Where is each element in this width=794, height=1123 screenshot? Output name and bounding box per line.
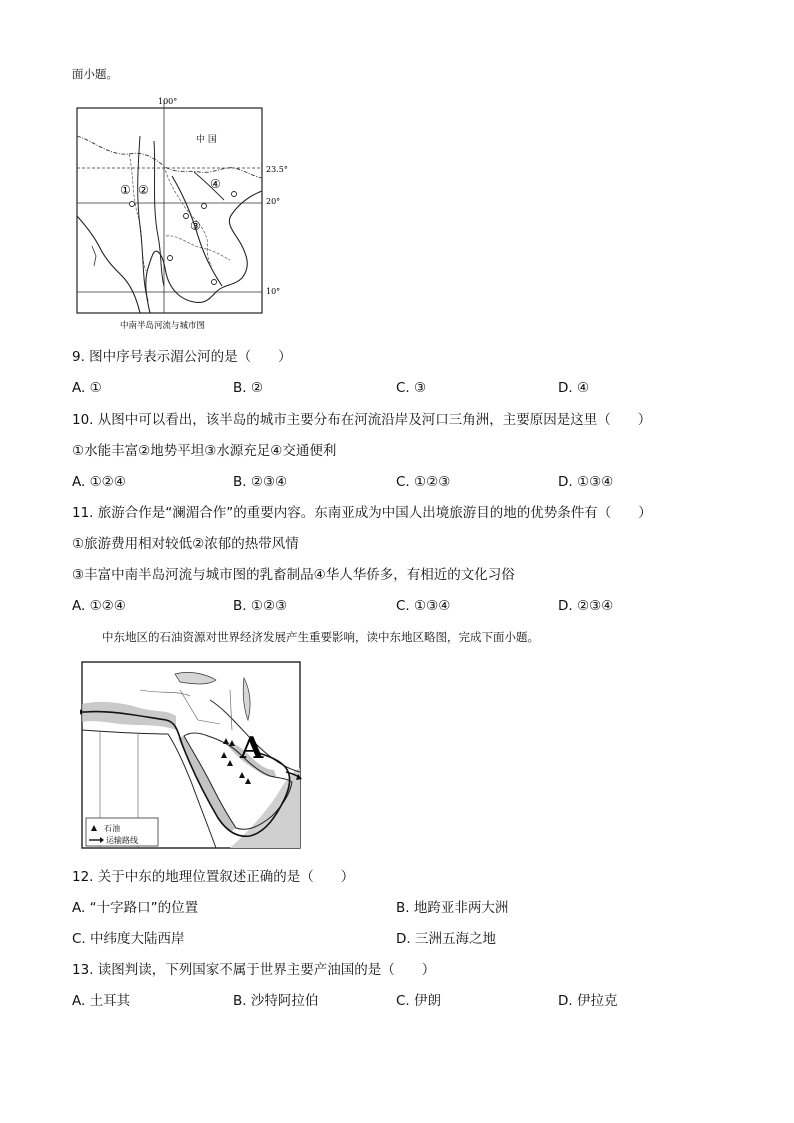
intro-fragment: 面小题。 [72, 67, 118, 81]
q12-option-b[interactable]: B. 地跨亚非两大洲 [396, 900, 509, 916]
q10-statement: ①水能丰富②地势平坦③水源充足④交通便利 [72, 443, 337, 459]
middle-east-map-svg [80, 660, 302, 850]
q12-stem: 12. 关于中东的地理位置叙述正确的是（ ） [72, 869, 355, 885]
q10-option-b[interactable]: B. ②③④ [233, 474, 288, 490]
label-number-2: ② [138, 183, 149, 197]
q13-option-a[interactable]: A. 土耳其 [72, 993, 131, 1009]
indochina-map [74, 96, 304, 334]
q9-stem: 9. 图中序号表示湄公河的是（ ） [72, 349, 292, 365]
q10-option-c[interactable]: C. ①②③ [396, 474, 451, 490]
q11-option-a[interactable]: A. ①②④ [72, 598, 126, 614]
label-number-1: ① [120, 183, 131, 197]
q10-stem: 10. 从图中可以看出，该半岛的城市主要分布在河流沿岸及河口三角洲，主要原因是这里（ ） [72, 412, 652, 428]
label-100-degree: 100° [158, 97, 178, 106]
q11-option-c[interactable]: C. ①③④ [396, 598, 451, 614]
q13-stem: 13. 读图判读，下列国家不属于世界主要产油国的是（ ） [72, 962, 436, 978]
q9-option-a[interactable]: A. ① [72, 380, 102, 396]
label-number-4: ④ [210, 177, 221, 191]
indochina-map-svg [74, 96, 304, 334]
q11-stem: 11. 旅游合作是“澜湄合作”的重要内容。东南亚成为中国人出境旅游目的地的优势条件有（ ） [72, 505, 652, 521]
q11-option-d[interactable]: D. ②③④ [558, 598, 614, 614]
q11-option-b[interactable]: B. ①②③ [233, 598, 288, 614]
q12-option-c[interactable]: C. 中纬度大陆西岸 [72, 931, 185, 947]
label-lat-10: 10° [266, 287, 281, 296]
q9-option-d[interactable]: D. ④ [558, 380, 590, 396]
q11-statement-1: ①旅游费用相对较低②浓郁的热带风情 [72, 536, 299, 552]
label-china: 中 国 [196, 135, 217, 145]
q12-option-a[interactable]: A. “十字路口”的位置 [72, 900, 199, 916]
q9-option-b[interactable]: B. ② [233, 380, 263, 396]
label-number-3: ③ [190, 219, 201, 233]
q10-option-d[interactable]: D. ①③④ [558, 474, 614, 490]
q13-option-b[interactable]: B. 沙特阿拉伯 [233, 993, 319, 1009]
middle-east-map [80, 660, 302, 850]
label-region-a: A [240, 731, 264, 766]
q12-option-d[interactable]: D. 三洲五海之地 [396, 931, 496, 947]
q13-option-d[interactable]: D. 伊拉克 [558, 993, 618, 1009]
q13-option-c[interactable]: C. 伊朗 [396, 993, 442, 1009]
q10-option-a[interactable]: A. ①②④ [72, 474, 126, 490]
q11-statement-2: ③丰富中南半岛河流与城市图的乳畜制品④华人华侨多，有相近的文化习俗 [72, 567, 515, 583]
q9-option-c[interactable]: C. ③ [396, 380, 427, 396]
legend-oil-label: 石油 [104, 824, 120, 833]
label-lat-20: 20° [266, 197, 281, 206]
legend-route-label: 运输路线 [106, 836, 138, 845]
label-lat-23-5: 23.5° [266, 165, 288, 174]
mideast-intro: 中东地区的石油资源对世界经济发展产生重要影响，读中东地区略图，完成下面小题。 [102, 630, 539, 644]
map1-caption: 中南半岛河流与城市图 [120, 321, 206, 331]
